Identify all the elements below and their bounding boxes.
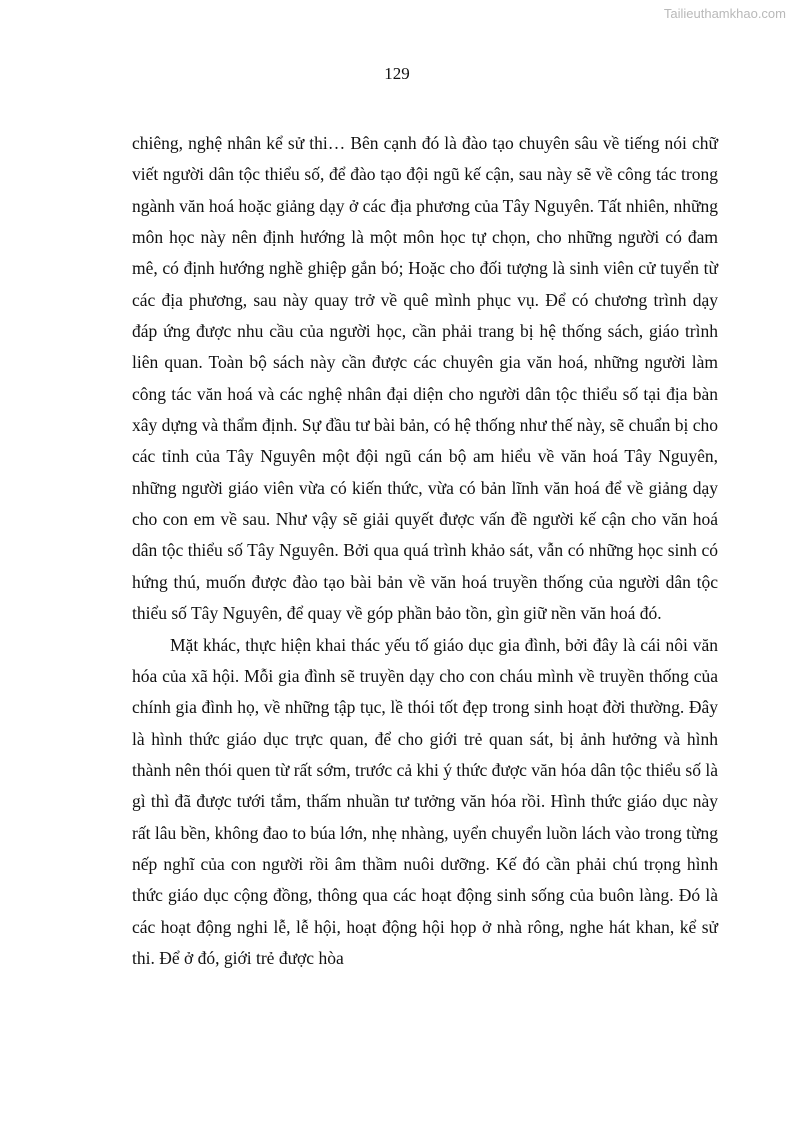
watermark: Tailieuthamkhao.com bbox=[663, 6, 786, 21]
paragraph-continued: chiêng, nghệ nhân kể sử thi… Bên cạnh đó là đào tạo chuyên sâu về tiếng nói chữ viết người dân tộc thiểu số, để đào tạo đội ngũ kế cận, sau này sẽ về công tác trong ngành văn hoá hoặc giảng dạy ở các địa phương của Tây Nguyên. Tất nhiên, những môn học này nên định hướng là một môn học tự chọn, cho những người có đam mê, có định hướng nghề ghiệp gắn bó; Hoặc cho đối tượng là sinh viên cử tuyển từ các địa phương, sau này quay trở về quê mình phục vụ. Để có chương trình dạy đáp ứng được nhu cầu của người học, cần phải trang bị hệ thống sách, giáo trình liên quan. Toàn bộ sách này cần được các chuyên gia văn hoá, những người làm công tác văn hoá và các nghệ nhân đại diện cho người dân tộc thiểu số tại địa bàn xây dựng và thẩm định. Sự đầu tư bài bản, có hệ thống như thế này, sẽ chuẩn bị cho các tỉnh của Tây Nguyên một đội ngũ cán bộ am hiểu về văn hoá Tây Nguyên, những người giáo viên vừa có kiến thức, vừa có bản lĩnh văn hoá để về giảng dạy cho con em về sau. Như vậy sẽ giải quyết được vấn đề người kế cận cho văn hoá dân tộc thiểu số Tây Nguyên. Bởi qua quá trình khảo sát, vẫn có những học sinh có hứng thú, muốn được đào tạo bài bản về văn hoá truyền thống của người dân tộc thiểu số Tây Nguyên, để quay về góp phần bảo tồn, gìn giữ nền văn hoá đó. bbox=[132, 133, 718, 624]
paragraph: Mặt khác, thực hiện khai thác yếu tố giáo dục gia đình, bởi đây là cái nôi văn hóa của xã hội. Mỗi gia đình sẽ truyền dạy cho con cháu mình về truyền thống của chính gia đình họ, về những tập tục, lề thói tốt đẹp trong sinh hoạt đời thường. Đây là hình thức giáo dục trực quan, để cho giới trẻ quan sát, bị ảnh hưởng và hình thành nên thói quen từ rất sớm, trước cả khi ý thức được văn hóa dân tộc thiểu số là gì thì đã được tưới tắm, thấm nhuần tư tưởng văn hóa rồi. Hình thức giáo dục này rất lâu bền, không đao to búa lớn, nhẹ nhàng, uyển chuyển luồn lách vào trong từng nếp nghĩ của con người rồi âm thầm nuôi dưỡng. Kế đó cần phải chú trọng hình thức giáo dục cộng đồng, thông qua các hoạt động sinh sống của buôn làng. Đó là các hoạt động nghi lễ, lễ hội, hoạt động hội họp ở nhà rông, nghe hát khan, kể sử thi. Để ở đó, giới trẻ được hòa bbox=[132, 634, 718, 968]
page-number: 129 bbox=[384, 64, 410, 83]
body-text bbox=[132, 128, 718, 974]
